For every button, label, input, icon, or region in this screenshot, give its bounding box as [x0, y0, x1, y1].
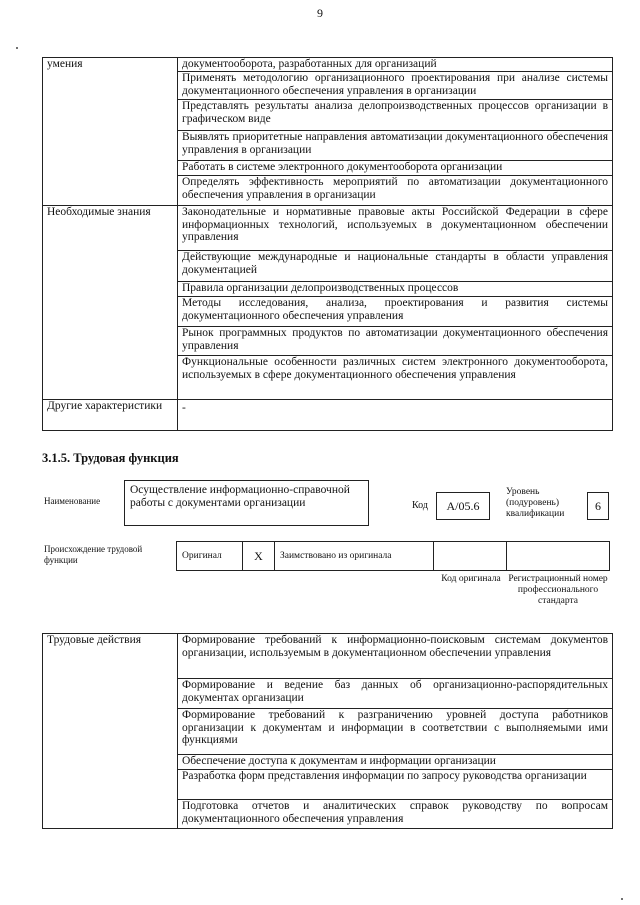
action-item: Формирование требований к разграничению уровней доступа работников организации к документам и информации в соответствии с выполняемыми ими функциями [178, 709, 613, 755]
borrowed-text: Заимствовано из оригинала [280, 551, 392, 561]
section-heading: 3.1.5. Трудовая функция [42, 451, 179, 465]
level-value: 6 [595, 498, 601, 513]
row-label-actions: Трудовые действия [43, 634, 178, 829]
code-value: A/05.6 [446, 498, 480, 513]
code-label: Код [412, 500, 428, 511]
page-number: 9 [317, 6, 323, 20]
knowledge-item: Действующие международные и национальные стандарты в области управления документацией [178, 251, 613, 282]
skills-table [42, 57, 613, 431]
origin-label: Происхождение трудовой функции [44, 544, 143, 565]
skill-item: Представлять результаты анализа делопроизводственных процессов организации в графическом виде [178, 100, 613, 131]
function-name-box [124, 480, 369, 526]
action-item: Обеспечение доступа к документам и информации организации [178, 755, 613, 770]
original-text: Оригинал [182, 551, 222, 561]
knowledge-item: Методы исследования, анализа, проектирования и развития системы документационного обеспечения управления [178, 297, 613, 327]
row-label-skills: умения [43, 58, 178, 206]
code-box [436, 492, 490, 520]
action-item: Подготовка отчетов и аналитических справок руководству по вопросам документационного обеспечения управления [178, 800, 613, 829]
name-label: Наименование [44, 496, 101, 506]
original-mark: X [254, 548, 263, 563]
original-mark-cell [242, 541, 275, 571]
skill-item: Выявлять приоритетные направления автоматизации документационного обеспечения управления в организации [178, 131, 613, 161]
original-cell [176, 541, 243, 571]
reg-caption: Регистрационный номер профессионального стандарта [508, 574, 608, 606]
action-item: Формирование и ведение баз данных об организационно-распорядительных документах организации [178, 679, 613, 709]
function-name: Осуществление информационно-справочной работы с документами организации [130, 484, 350, 509]
original-code-cell [433, 541, 507, 571]
skill-item: Определять эффективность мероприятий по автоматизации документационного обеспечения управления в организации [178, 176, 613, 206]
knowledge-item: Законодательные и нормативные правовые акты Российской Федерации в сфере информационных технологий, используемых в документационном обеспечении управления [178, 206, 613, 251]
level-label: Уровень (подуровень) квалификации [506, 487, 565, 519]
knowledge-item: Рынок программных продуктов по автоматизации документационного обеспечения управления [178, 327, 613, 356]
code-caption: Код оригинала [441, 574, 501, 584]
row-label-knowledge: Необходимые знания [43, 206, 178, 400]
action-item: Разработка форм представления информации по запросу руководства организации [178, 770, 613, 800]
reg-number-cell [506, 541, 610, 571]
skill-item: документооборота, разработанных для организаций [178, 58, 613, 72]
row-label-other: Другие характеристики [43, 400, 178, 431]
skill-item: Работать в системе электронного документооборота организации [178, 161, 613, 176]
other-item: - [178, 400, 613, 431]
scan-speck [621, 898, 623, 900]
knowledge-item: Функциональные особенности различных систем электронного документооборота, используемых в сфере документационного обеспечения управления [178, 356, 613, 400]
borrowed-cell [274, 541, 434, 571]
knowledge-item: Правила организации делопроизводственных процессов [178, 282, 613, 297]
scan-speck [16, 47, 18, 49]
skill-item: Применять методологию организационного проектирования при анализе системы документационного обеспечения управления в организации [178, 72, 613, 100]
action-item: Формирование требований к информационно-поисковым системам документов организации, используемым в документационном обеспечении управления [178, 634, 613, 679]
actions-table [42, 633, 613, 829]
level-box [587, 492, 609, 520]
